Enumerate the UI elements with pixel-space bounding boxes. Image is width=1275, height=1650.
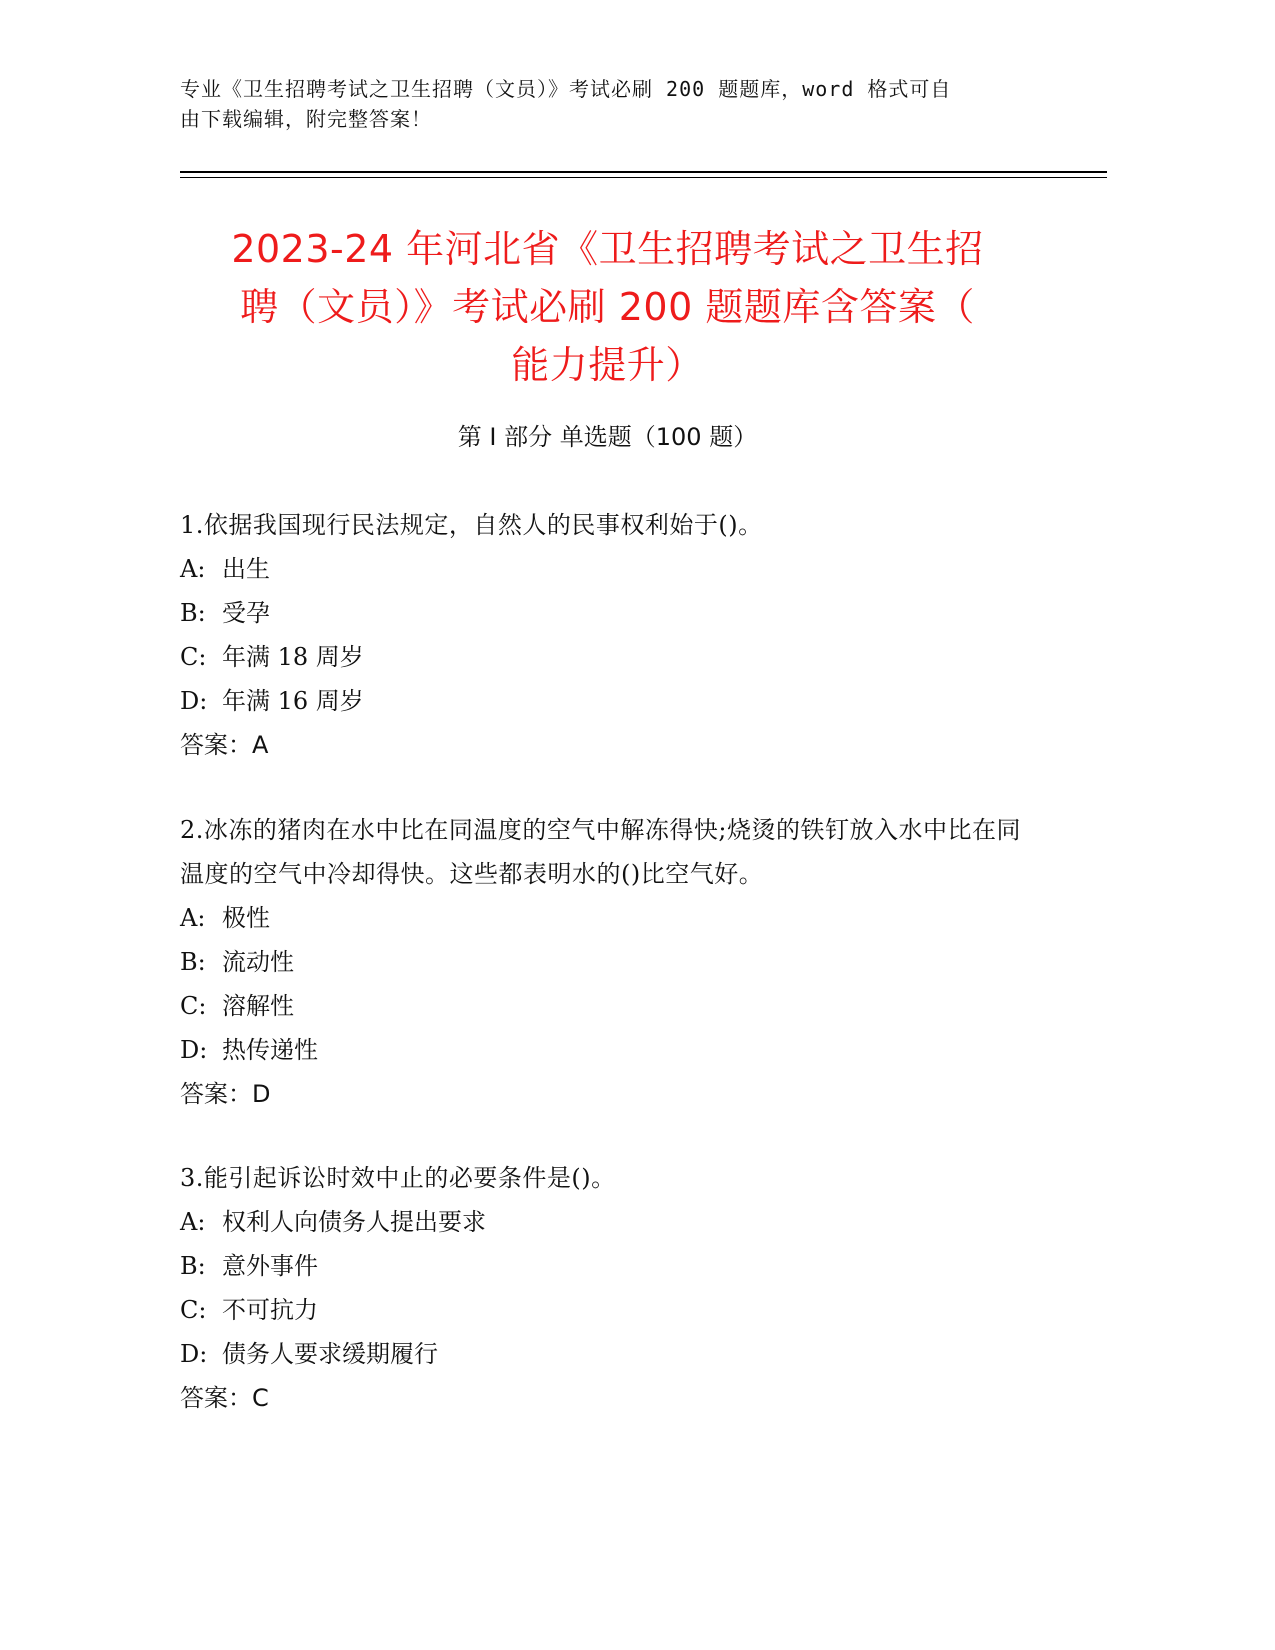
question-item	[180, 503, 1040, 767]
option-d	[180, 1028, 1040, 1072]
answer-value: D	[252, 1080, 271, 1108]
title-line: 2023-24 年河北省《卫生招聘考试之卫生招	[231, 227, 984, 271]
option-text: 极性	[222, 904, 270, 932]
option-letter: A:	[180, 1208, 206, 1236]
option-b	[180, 591, 1040, 635]
answer-label: 答案：	[180, 731, 252, 759]
answer-line	[180, 723, 1040, 767]
question-stem: 2.冰冻的猪肉在水中比在同温度的空气中解冻得快;烧烫的铁钉放入水中比在同温度的空气中冷却得快。这些都表明水的()比空气好。	[180, 816, 1021, 888]
option-letter: B:	[180, 1252, 206, 1280]
option-letter: D:	[180, 687, 208, 715]
option-text: 溶解性	[222, 992, 294, 1020]
option-a	[180, 547, 1040, 591]
option-letter: A:	[180, 904, 206, 932]
header-divider-thick	[180, 171, 1107, 173]
question-stem: 1.依据我国现行民法规定，自然人的民事权利始于()。	[180, 511, 763, 539]
option-letter: A:	[180, 555, 206, 583]
option-text: 热传递性	[222, 1036, 318, 1064]
option-letter: D:	[180, 1036, 208, 1064]
answer-line	[180, 1376, 1040, 1420]
option-a	[180, 896, 1040, 940]
option-text: 流动性	[222, 948, 294, 976]
section-heading: 第 I 部分 单选题（100 题）	[457, 423, 758, 451]
option-letter: C:	[180, 643, 207, 671]
intro-line: 专业《卫生招聘考试之卫生招聘（文员）》考试必刷 200 题题库，word 格式可自	[180, 77, 952, 101]
option-text: 受孕	[222, 599, 270, 627]
title-line: 能力提升）	[511, 343, 704, 387]
question-item	[180, 808, 1040, 1116]
option-text: 权利人向债务人提出要求	[222, 1208, 486, 1236]
answer-label: 答案：	[180, 1080, 252, 1108]
option-text: 不可抗力	[222, 1296, 318, 1324]
answer-value: C	[252, 1384, 269, 1412]
question-stem: 3.能引起诉讼时效中止的必要条件是()。	[180, 1164, 616, 1192]
option-letter: B:	[180, 599, 206, 627]
option-letter: D:	[180, 1340, 208, 1368]
option-text: 年满 18 周岁	[222, 643, 364, 671]
option-c	[180, 984, 1040, 1028]
option-letter: C:	[180, 992, 207, 1020]
option-b	[180, 1244, 1040, 1288]
header-divider-thin	[180, 177, 1107, 178]
option-letter: C:	[180, 1296, 207, 1324]
answer-label: 答案：	[180, 1384, 252, 1412]
option-d	[180, 1332, 1040, 1376]
option-d	[180, 679, 1040, 723]
answer-value: A	[252, 731, 269, 759]
document-title	[170, 220, 1045, 394]
option-b	[180, 940, 1040, 984]
answer-line	[180, 1072, 1040, 1116]
option-c	[180, 635, 1040, 679]
option-text: 债务人要求缓期履行	[222, 1340, 438, 1368]
option-text: 意外事件	[222, 1252, 318, 1280]
option-c	[180, 1288, 1040, 1332]
option-a	[180, 1200, 1040, 1244]
intro-paragraph	[180, 74, 1030, 134]
title-line: 聘（文员）》考试必刷 200 题题库含答案（	[240, 285, 975, 329]
intro-line: 由下载编辑，附完整答案！	[180, 107, 432, 131]
question-item	[180, 1156, 1040, 1420]
option-text: 出生	[222, 555, 270, 583]
option-text: 年满 16 周岁	[222, 687, 364, 715]
option-letter: B:	[180, 948, 206, 976]
